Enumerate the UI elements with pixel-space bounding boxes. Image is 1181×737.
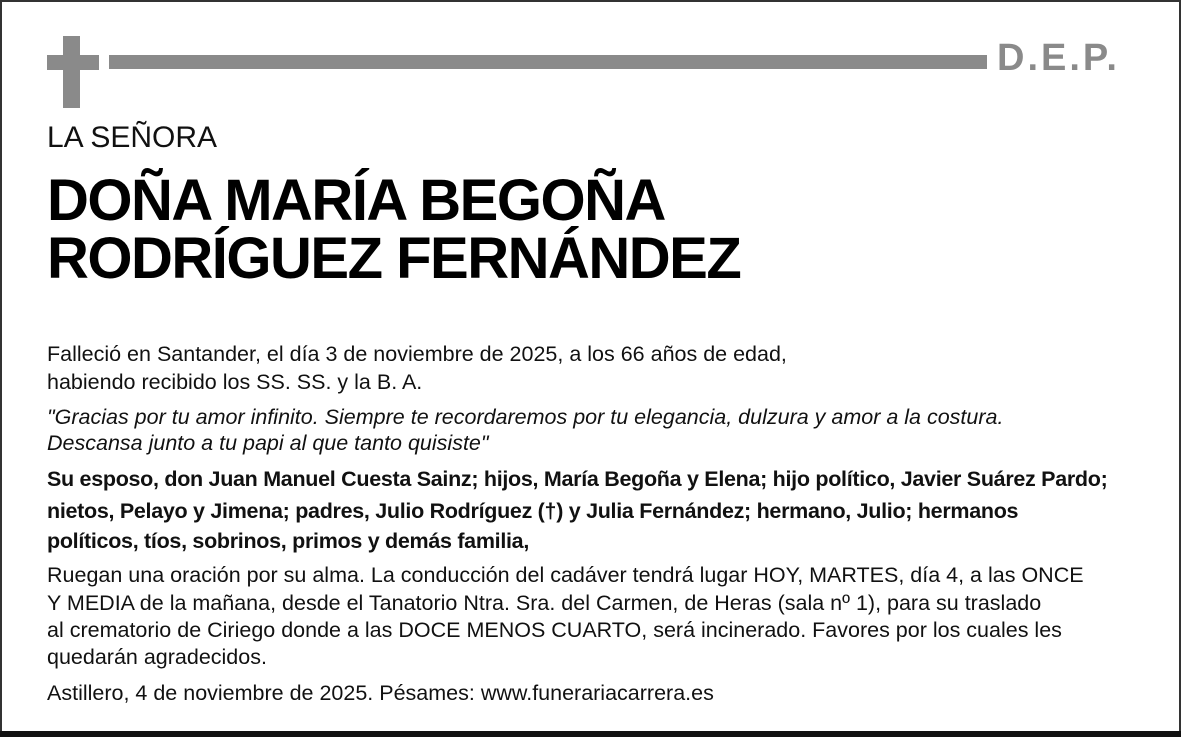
deceased-name-line-2: RODRÍGUEZ FERNÁNDEZ: [47, 226, 741, 291]
cross-icon: [47, 36, 99, 108]
border-top: [0, 0, 1181, 2]
quote-line-1: "Gracias por tu amor infinito. Siempre te recordaremos por tu elegancia, dulzura y amor a la costura.: [47, 405, 1004, 429]
footer-place-date: Astillero, 4 de noviembre de 2025. Pésames: www.funerariacarrera.es: [47, 681, 714, 705]
border-left: [0, 0, 2, 737]
death-notice-line-1: Falleció en Santander, el día 3 de noviembre de 2025, a los 66 años de edad,: [47, 342, 787, 366]
family-line-2: nietos, Pelayo y Jimena; padres, Julio Rodríguez (†) y Julia Fernández; hermano, Julio; hermanos: [47, 499, 1019, 523]
border-bottom: [0, 731, 1181, 737]
family-line-3: políticos, tíos, sobrinos, primos y demás familia,: [47, 529, 530, 553]
ceremony-line-3: al crematorio de Ciriego donde a las DOCE MENOS CUARTO, será incinerado. Favores por los cuales les: [47, 618, 1062, 642]
death-notice-line-2: habiendo recibido los SS. SS. y la B. A.: [47, 370, 423, 394]
ceremony-line-1: Ruegan una oración por su alma. La conducción del cadáver tendrá lugar HOY, MARTES, día 4, a las ONCE: [47, 563, 1084, 587]
header-rule: [109, 55, 987, 69]
deceased-name-line-1: DOÑA MARÍA BEGOÑA: [47, 168, 665, 233]
honorific: LA SEÑORA: [47, 121, 218, 154]
family-line-1: Su esposo, don Juan Manuel Cuesta Sainz; hijos, María Begoña y Elena; hijo político, Javier Suárez Pardo;: [47, 467, 1108, 491]
quote-line-2: Descansa junto a tu papi al que tanto quisiste": [47, 431, 489, 455]
ceremony-line-2: Y MEDIA de la mañana, desde el Tanatorio Ntra. Sra. del Carmen, de Heras (sala nº 1), para su traslado: [47, 591, 1042, 615]
ceremony-line-4: quedarán agradecidos.: [47, 645, 267, 669]
dep-label: D.E.P.: [997, 37, 1120, 79]
